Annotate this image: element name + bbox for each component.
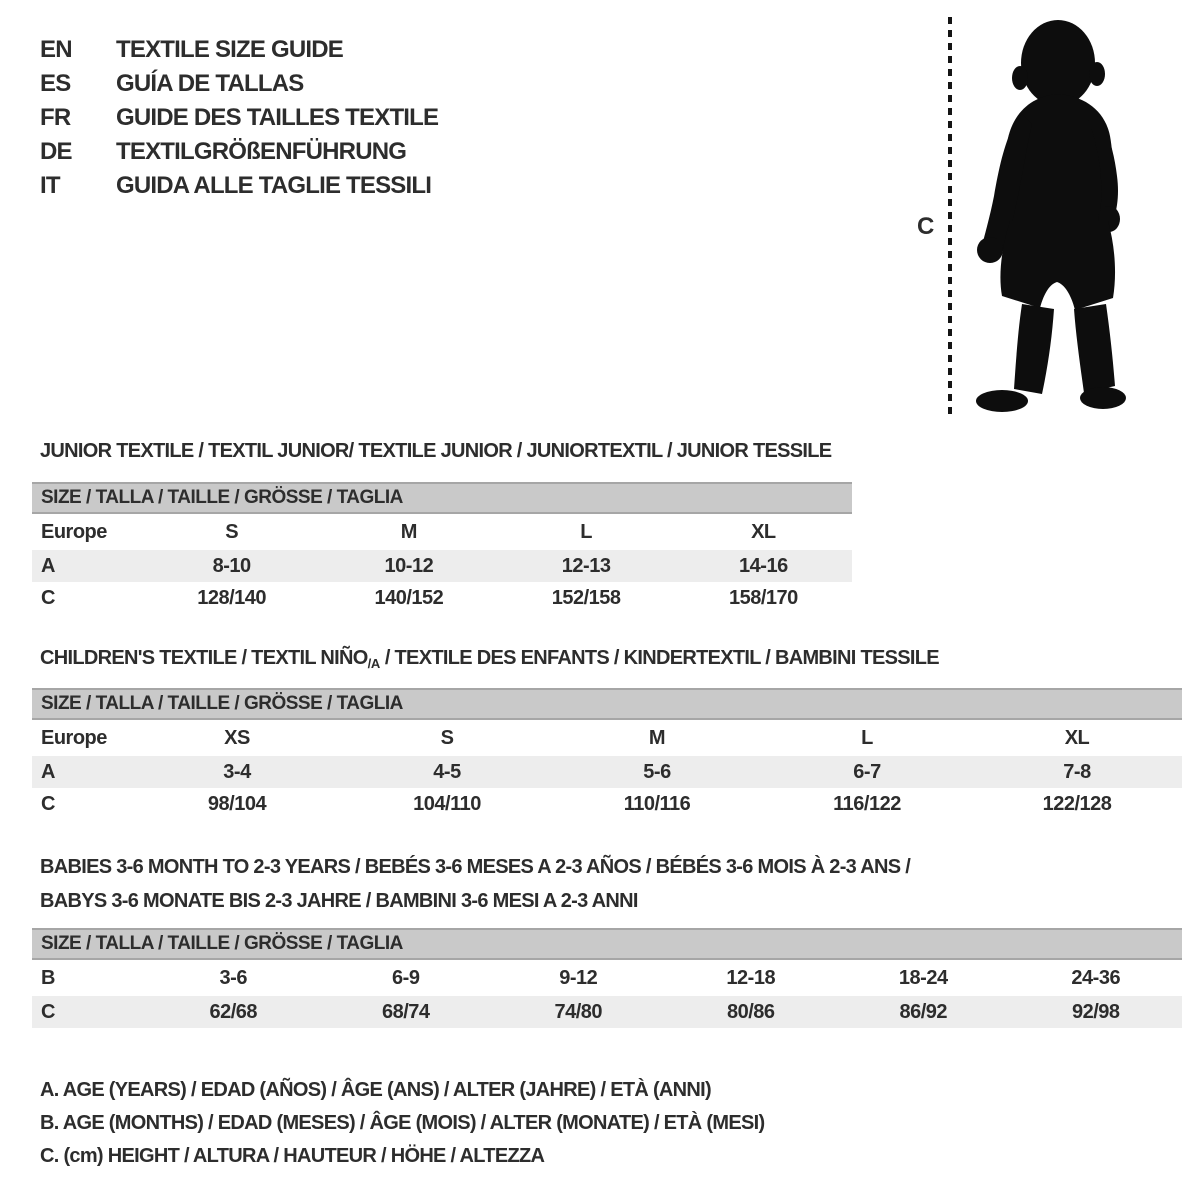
age-cell: 14-16 — [739, 554, 788, 577]
size-header-bar — [32, 482, 852, 514]
lang-label: GUIDE DES TAILLES TEXTILE — [116, 104, 439, 131]
lang-label: GUIDA ALLE TAGLIE TESSILI — [116, 172, 432, 199]
age-cell: 24-36 — [1071, 966, 1121, 989]
size-header-bar — [32, 928, 1182, 960]
babies-title-line2: BABYS 3-6 MONATE BIS 2-3 JAHRE / BAMBINI 3-6 MESI A 2-3 ANNI — [40, 890, 638, 912]
age-cell: 7-8 — [1063, 760, 1091, 783]
table-row-height — [32, 582, 852, 614]
size-cell: S — [225, 520, 239, 543]
row-label: C — [41, 792, 55, 815]
age-cell: 10-12 — [384, 554, 434, 577]
row-label: Europe — [41, 726, 107, 749]
size-header-text: SIZE / TALLA / TAILLE / GRÖSSE / TAGLIA — [41, 933, 403, 954]
lang-code: IT — [40, 172, 60, 199]
age-cell: 6-7 — [853, 760, 881, 783]
age-cell: 6-9 — [392, 966, 420, 989]
junior-section-title: JUNIOR TEXTILE / TEXTIL JUNIOR/ TEXTILE JUNIOR / JUNIORTEXTIL / JUNIOR TESSILE — [40, 440, 832, 462]
row-label: A — [41, 760, 55, 783]
table-row-age — [32, 550, 852, 582]
height-cell: 92/98 — [1071, 1000, 1120, 1023]
size-cell: S — [440, 726, 454, 749]
size-cell: M — [648, 726, 666, 749]
size-cell: XS — [224, 726, 250, 749]
lang-code: DE — [40, 138, 72, 165]
row-label: Europe — [41, 520, 107, 543]
age-cell: 4-5 — [433, 760, 461, 783]
legend-line-b: B. AGE (MONTHS) / EDAD (MESES) / ÂGE (MOIS) / ALTER (MONATE) / ETÀ (MESI) — [40, 1112, 765, 1134]
age-cell: 5-6 — [643, 760, 671, 783]
height-cell: 110/116 — [623, 792, 691, 815]
toddler-silhouette-image — [960, 16, 1135, 416]
age-cell: 3-6 — [219, 966, 247, 989]
height-cell: 74/80 — [554, 1000, 603, 1023]
lang-code: EN — [40, 36, 72, 63]
size-header-bar — [32, 688, 1182, 720]
height-cell: 152/158 — [551, 586, 621, 609]
lang-label: GUÍA DE TALLAS — [116, 70, 304, 97]
table-row-age — [32, 756, 1182, 788]
lang-row-it — [40, 169, 438, 203]
table-row-height — [32, 996, 1182, 1028]
row-label: C — [41, 1000, 55, 1023]
size-cell: XL — [751, 520, 776, 543]
lang-label: TEXTILGRÖßENFÜHRUNG — [116, 138, 407, 165]
height-cell: 140/152 — [374, 586, 444, 609]
junior-size-table — [32, 482, 852, 614]
lang-row-en — [40, 33, 438, 67]
babies-size-table — [32, 928, 1182, 1028]
lang-code: ES — [40, 70, 71, 97]
table-row-age-months — [32, 960, 1182, 996]
babies-section-title — [40, 850, 910, 918]
legend-line-c: C. (cm) HEIGHT / ALTURA / HAUTEUR / HÖHE / ALTEZZA — [40, 1145, 545, 1167]
height-measure-label: C — [917, 213, 935, 240]
table-row-europe — [32, 514, 852, 550]
legend-line-a: A. AGE (YEARS) / EDAD (AÑOS) / ÂGE (ANS) / ALTER (JAHRE) / ETÀ (ANNI) — [40, 1079, 711, 1101]
height-cell: 104/110 — [413, 792, 481, 815]
row-label: C — [41, 586, 55, 609]
lang-row-es — [40, 67, 438, 101]
size-cell: M — [400, 520, 417, 543]
row-label: B — [41, 966, 55, 989]
lang-row-de — [40, 135, 438, 169]
size-header-text: SIZE / TALLA / TAILLE / GRÖSSE / TAGLIA — [41, 693, 403, 714]
children-title-prefix: CHILDREN'S TEXTILE / TEXTIL NIÑO — [40, 647, 368, 669]
children-section-title — [40, 647, 939, 670]
height-cell: 86/92 — [899, 1000, 948, 1023]
lang-row-fr — [40, 101, 438, 135]
height-cell: 62/68 — [209, 1000, 258, 1023]
row-label: A — [41, 554, 55, 577]
age-cell: 12-18 — [726, 966, 776, 989]
size-cell: L — [861, 726, 873, 749]
age-cell: 3-4 — [223, 760, 251, 783]
babies-title-line1: BABIES 3-6 MONTH TO 2-3 YEARS / BEBÉS 3-6 MESES A 2-3 AÑOS / BÉBÉS 3-6 MOIS À 2-3 ANS / — [40, 856, 911, 878]
height-cell: 68/74 — [381, 1000, 430, 1023]
age-cell: 8-10 — [212, 554, 251, 577]
size-header-text: SIZE / TALLA / TAILLE / GRÖSSE / TAGLIA — [41, 487, 403, 508]
height-measure-dashed-line — [948, 17, 952, 416]
table-row-height — [32, 788, 1182, 820]
age-cell: 18-24 — [898, 966, 948, 989]
lang-code: FR — [40, 104, 71, 131]
measurement-legend — [40, 1074, 764, 1173]
age-cell: 12-13 — [561, 554, 611, 577]
children-title-subscript: /A — [367, 656, 380, 671]
height-cell: 122/128 — [1042, 792, 1112, 815]
age-cell: 9-12 — [559, 966, 598, 989]
lang-label: TEXTILE SIZE GUIDE — [116, 36, 343, 63]
height-cell: 158/170 — [728, 586, 798, 609]
language-title-list — [40, 33, 438, 203]
children-title-suffix: / TEXTILE DES ENFANTS / KINDERTEXTIL / BAMBINI TESSILE — [379, 647, 939, 669]
height-cell: 128/140 — [197, 586, 267, 609]
size-cell: XL — [1064, 726, 1090, 749]
height-cell: 116/122 — [833, 792, 901, 815]
children-size-table — [32, 688, 1182, 820]
size-cell: L — [580, 520, 592, 543]
height-cell: 98/104 — [207, 792, 267, 815]
height-cell: 80/86 — [726, 1000, 775, 1023]
table-row-europe — [32, 720, 1182, 756]
